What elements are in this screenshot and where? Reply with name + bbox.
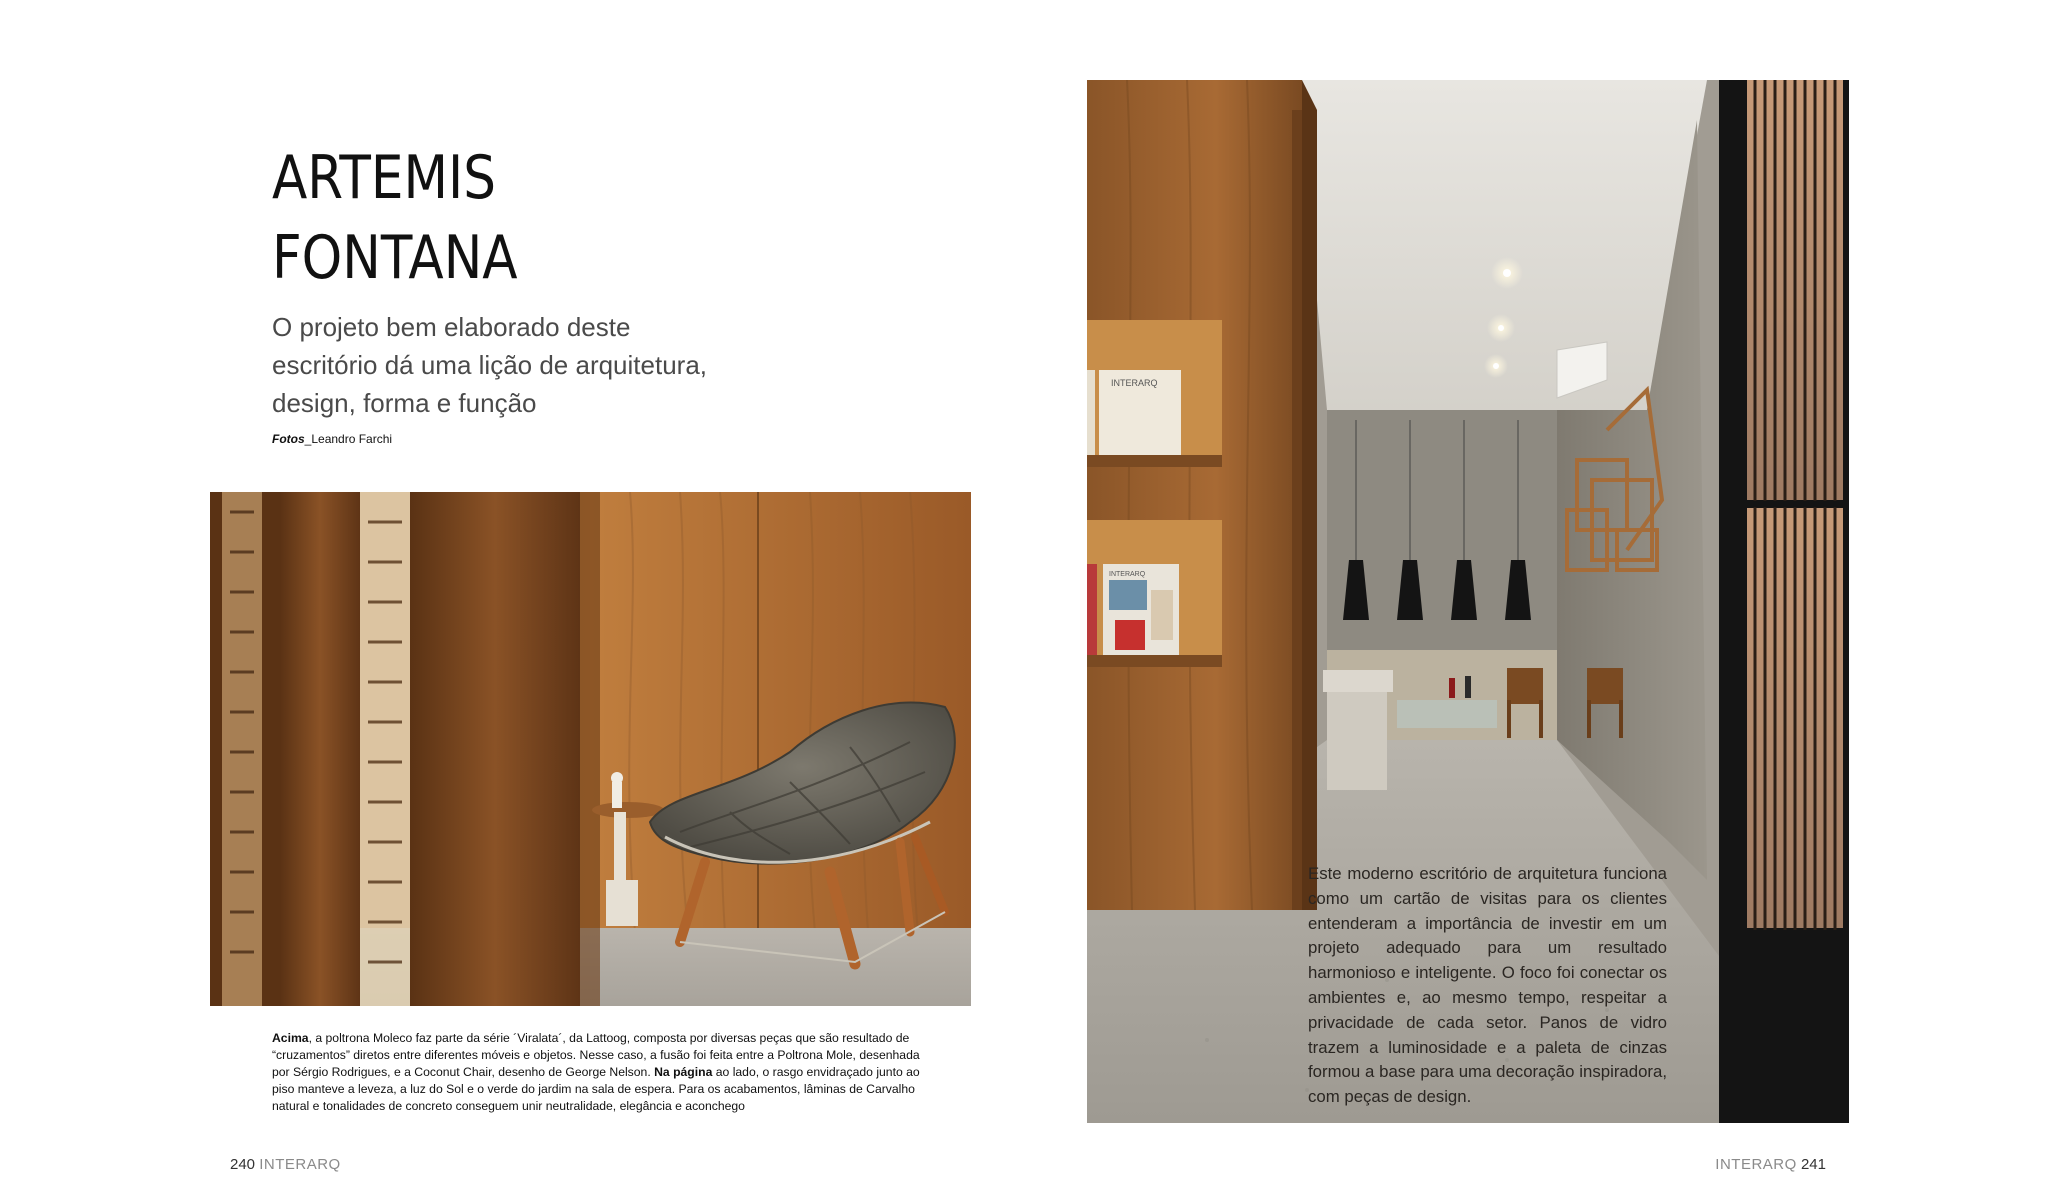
credits-name: _Leandro Farchi	[304, 432, 393, 446]
body-text: Este moderno escritório de arquitetura funciona como um cartão de visitas para os clientes entenderam a importância de investir em um projeto adequado para um resultado harmonioso e inteligente. O foco foi conectar os ambientes e, ao mesmo tempo, respeitar a privacidade de cada setor. Panos de vidro trazem a luminosidade e a paleta de cinzas formou a base para uma decoração inspiradora, com peças de design.	[1308, 864, 1667, 1107]
magazine-cover-label-small: INTERARQ	[1109, 571, 1146, 578]
credits-label: Fotos	[272, 432, 305, 446]
subtitle-line-2: escritório dá uma lição de arquitetura,	[272, 350, 708, 380]
page-number-left: 240	[230, 1156, 256, 1173]
subtitle-line-1: O projeto bem elaborado deste	[272, 312, 631, 342]
article-subtitle	[272, 308, 732, 422]
title-line-2: FONTANA	[272, 223, 518, 293]
magazine-cover-label: INTERARQ	[1111, 378, 1158, 388]
photo-caption	[272, 1030, 937, 1115]
title-line-1: ARTEMIS	[272, 143, 497, 213]
chair-photo-illustration	[210, 492, 971, 1006]
publication-name-right: INTERARQ	[1715, 1156, 1797, 1173]
caption-text-1: , a poltrona Moleco faz parte da série ´Viralata´, da Lattoog, composta por diversas peças que são resultado de “cruzamentos” diretos entre diferentes móveis e objetos. Nesse caso, a fusão foi feita entre a Poltrona Mole, desenhada por Sérgio Rodrigues, e a Coconut Chair, desenho de George Nelson.	[272, 1031, 920, 1079]
subtitle-line-3: design, forma e função	[272, 388, 537, 418]
caption-text-2: ao lado, o rasgo envidraçado junto ao piso manteve a leveza, a luz do Sol e o verde do jardim na sala de espera. Para os acabamentos, lâminas de Carvalho natural e tonalidades de concreto conseguem unir neutralidade, elegância e aconchego	[272, 1065, 920, 1113]
chair-photo	[210, 492, 971, 1006]
article-title	[272, 138, 518, 298]
page-number-right: 241	[1800, 1156, 1826, 1173]
photo-credits	[272, 432, 392, 446]
folio-left	[230, 1156, 341, 1173]
caption-lead-2: Na página	[654, 1065, 713, 1079]
caption-lead-1: Acima	[272, 1031, 309, 1045]
publication-name-left: INTERARQ	[259, 1156, 341, 1173]
folio-right	[1715, 1156, 1826, 1173]
